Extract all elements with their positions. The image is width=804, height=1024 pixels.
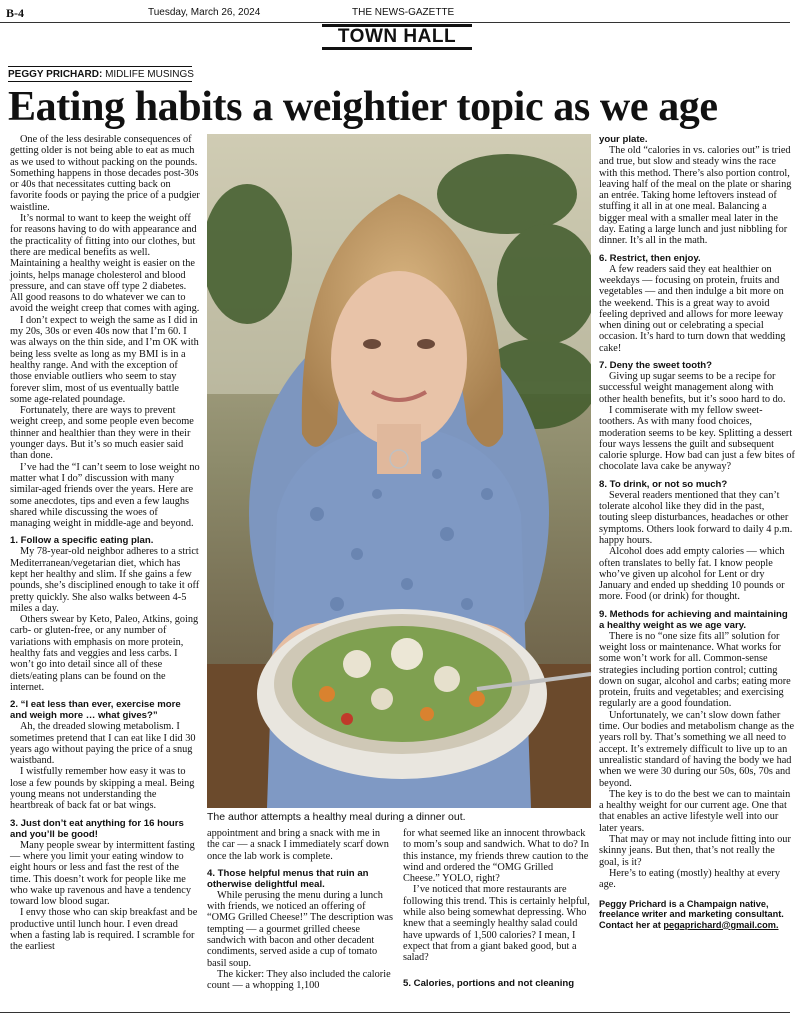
- subhead: 3. Just don’t eat anything for 16 hours and you’ll be good!: [10, 817, 184, 840]
- author-bio: [599, 899, 795, 931]
- paragraph: Here’s to eating (mostly) healthy at every age.: [599, 867, 780, 891]
- section-title: TOWN HALL: [337, 26, 457, 47]
- page-number: B-4: [6, 6, 24, 20]
- paragraph: Alcohol does add empty calories — which often translates to belly fat. I know people who’ve given up alcohol for Lent or dry January and ended up shedding 10 pounds or more. Food (or drink) for thought.: [599, 546, 785, 603]
- paragraph: I wistfully remember how easy it was to lose a few pounds by skipping a meal. Being young means not understanding the heartbreak of back fat or bat wings.: [10, 766, 195, 812]
- paragraph: Others swear by Keto, Paleo, Atkins, going carb- or gluten-free, or any number of variations with emphasis on more protein, healthy fats and veggies and less carbs. I won’t go into detail since all of these diets/eating plans can be found on the internet.: [10, 614, 199, 693]
- issue-date: Tuesday, March 26, 2024: [148, 7, 261, 18]
- article-column-2: [207, 828, 394, 992]
- photo-illustration: [207, 134, 591, 808]
- paragraph: My 78-year-old neighbor adheres to a strict Mediterranean/vegetarian diet, which has kept her healthy and slim. If she gains a few pounds, she’s disciplined enough to take it off pretty quickly. She also walks between 4-5 miles a day.: [10, 546, 200, 614]
- subhead: 2. “I eat less than ever, exercise more and weigh more … what gives?”: [10, 699, 181, 722]
- paragraph: appointment and bring a snack with me in the car — a snack I immediately scarf down once the lab work is complete.: [207, 828, 389, 862]
- paragraph: There is no “one size fits all” solution for weight loss or maintenance. What works for some won’t work for all. Common-sense strategies including portion control; cutting down on sugar, alcohol and carbs; eating more protein, fruits and vegetables; and exercising regularly are a good foundation.: [599, 630, 791, 710]
- top-rule: [0, 22, 790, 23]
- subhead: 8. To drink, or not so much?: [599, 478, 728, 490]
- paragraph: I commiserate with my fellow sweet-toothers. As with many food choices, moderation seems to be key. Splitting a dessert four ways lessens the guilt and subsequent calorie splurge. How bad can just a few bites of chocolate lava cake be anyway?: [599, 404, 795, 473]
- bottom-rule: [0, 1012, 790, 1013]
- paragraph: A few readers said they eat healthier on weekdays — focusing on protein, fruits and vegetables — and then indulge a bit more on the weekend. This is a great way to avoid feeling deprived and allows for more leeway when dining out or celebrating a special occasion. It’s hard to turn down that wedding cake!: [599, 263, 786, 354]
- paragraph: The old “calories in vs. calories out” is tried and true, but slow and steady wins the race with this method. There’s also portion control, leaving half of the meal on the plate or sharing an entrée. Taking home leftovers instead of stuffing it all in at one meal. Balancing a bigger meal with a smaller meal later in the day. Eating a large lunch and just nibbling for dinner. It’s all in the math.: [599, 145, 792, 247]
- paragraph: While perusing the menu during a lunch with friends, we noticed an offering of “OMG Grilled Cheese!” The description was tempting — a gourmet grilled cheese sandwich with bacon and other decadent condiments, served aside a cup of tomato basil soup.: [207, 889, 393, 969]
- photo-caption: The author attempts a healthy meal during a dinner out.: [207, 811, 466, 823]
- paragraph: The kicker: They also included the calorie count — a whopping 1,100: [207, 968, 391, 992]
- headline: Eating habits a weightier topic as we age: [8, 84, 718, 130]
- paragraph: Several readers mentioned that they can’t tolerate alcohol like they did in the past, touting sleep disturbances, headaches or other symptoms. Others look forward to daily 4 p.m. happy hours.: [599, 489, 793, 546]
- subhead: 6. Restrict, then enjoy.: [599, 252, 701, 264]
- subhead: 4. Those helpful menus that ruin an otherwise delightful meal.: [207, 867, 369, 890]
- paragraph: That may or may not include fitting into our skinny jeans. But then, that’s not really the goal, is it?: [599, 834, 791, 868]
- article-column-1: [10, 134, 200, 953]
- column-name: MIDLIFE MUSINGS: [105, 69, 194, 80]
- subhead: 5. Calories, portions and not cleaning: [403, 977, 575, 989]
- paragraph: I don’t expect to weigh the same as I did in my 20s, 30s or even 40s now that I’m 60. I was always on the thin side, and I’m OK with being less svelte as long as my BMI is in a healthy range. And with the exception of those enviable outliers who seem to stay forever slim, most of us eventually battle some age-related poundage.: [10, 314, 199, 405]
- paragraph: One of the less desirable consequences of getting older is not being able to eat as much as we used to without packing on the pounds. Something happens in those decades post-30s or 40s that necessitates cutting back on favorite foods or paying the price of a pudgier waistline.: [10, 134, 200, 213]
- paragraph: Unfortunately, we can’t slow down father time. Our bodies and metabolism change as the years roll by. That’s something we all need to accept. It’s extremely difficult to live up to an unrealistic standard of having the body we had when we were 30 during our 50s, 60s, 70s and beyond.: [599, 709, 795, 789]
- author-email-link[interactable]: pegaprichard@gmail.com.: [663, 919, 779, 930]
- paragraph: Giving up sugar seems to be a recipe for successful weight management along with other health benefits, but it’s sooo hard to do.: [599, 371, 786, 405]
- paragraph: Many people swear by intermittent fasting — where you limit your eating window to eight hours or less and fast the rest of the time. This doesn’t work for people like me who wake up ravenous and have a tendency toward low blood sugar.: [10, 839, 195, 908]
- subhead: 1. Follow a specific eating plan.: [10, 535, 154, 547]
- paragraph: I envy those who can skip breakfast and be productive until lunch hour. I even dread when a fasting lab is required. I scramble for the earliest: [10, 907, 198, 953]
- article-column-4: [599, 134, 795, 930]
- article-column-3: [403, 828, 591, 989]
- paragraph: Ah, the dreaded slowing metabolism. I sometimes pretend that I can eat like I did 30 years ago without paying the price of a snug waistband.: [10, 721, 196, 767]
- paragraph: The key is to do the best we can to maintain a healthy weight for our current age. One that that enables an active lifestyle well into our later years.: [599, 788, 791, 834]
- paragraph: I’ve noticed that more restaurants are following this trend. This is certainly helpful, while also being somewhat depressing. Who knew that a seemingly healthy salad could have upwards of 1,500 calories? I mean, I expect that from a giant baked good, but a salad?: [403, 884, 590, 964]
- paragraph: for what seemed like an innocent throwback to mom’s soup and sandwich. What to do? In this instance, my friends threw caution to the wind and ordered the “OMG Grilled Cheese.” YOLO, right?: [403, 828, 589, 885]
- bio-text: Peggy Prichard is a Champaign native, freelance writer and marketing consultant. Contact her at: [599, 898, 784, 930]
- subhead: 9. Methods for achieving and maintaining a healthy weight as we age vary.: [599, 608, 788, 631]
- paragraph: I’ve had the “I can’t seem to lose weight no matter what I do” discussion with many similar-aged friends over the years. Here are some anecdotes, tips and even a few laughs shared while discussing the woes of managing weight in middle-age and beyond.: [10, 461, 200, 530]
- subhead: 7. Deny the sweet tooth?: [599, 360, 713, 372]
- author-name: PEGGY PRICHARD:: [8, 69, 103, 80]
- author-photo: [207, 134, 591, 808]
- byline: [8, 66, 192, 82]
- subhead: your plate.: [599, 134, 648, 145]
- paragraph: Fortunately, there are ways to prevent weight creep, and some people even become thinner and healthier than they were in their younger days. But it’s so much easier said than done.: [10, 405, 194, 462]
- paragraph: It’s normal to want to keep the weight off for reasons having to do with appearance and the practicality of fitting into our clothes, but there are medical benefits as well. Maintaining a healthy weight is easier on the joints, helps manage cholesterol and blood pressure, and can stave off type 2 diabetes. All good reasons to do whatever we can to avoid the weight creep that comes with aging.: [10, 213, 200, 315]
- newspaper-name: THE NEWS-GAZETTE: [352, 7, 455, 18]
